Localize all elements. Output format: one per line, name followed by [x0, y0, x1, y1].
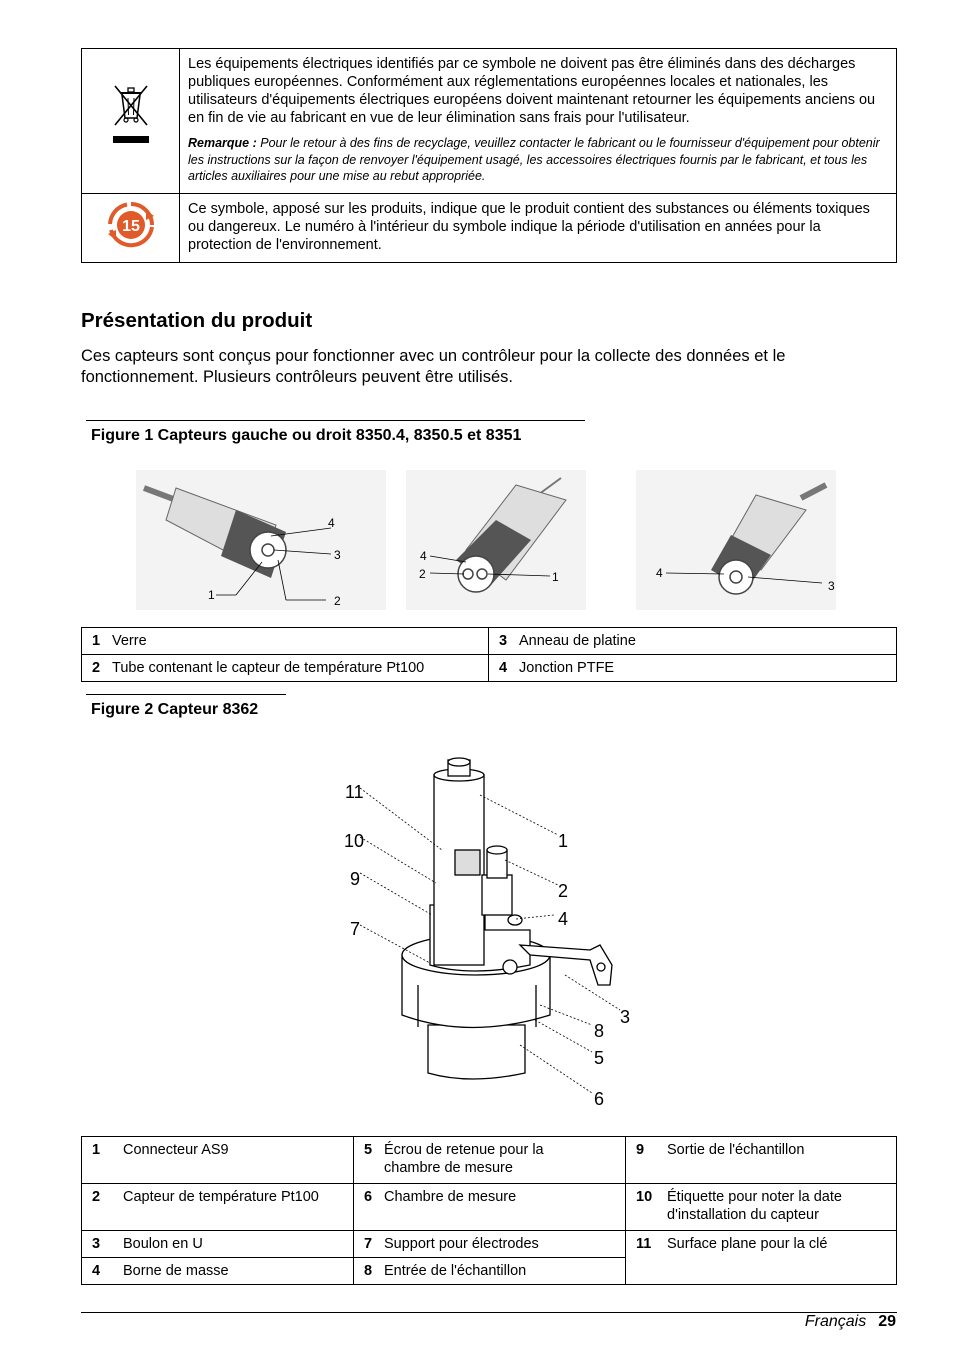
weee-notice-text: Les équipements électriques identifiés par ce symbole ne doivent pas être éliminés dans des décharges publiques européennes. Conformément aux réglementations européennes locales et nationales, les utilisateurs d'équipements électriques européens doivent maintenant retourner les équipements anciens ou en fin de vie au fabricant en vue de leur élimination sans frais pour l'utilisateur. — [188, 56, 876, 126]
figure1-rule — [86, 420, 585, 421]
legend-number: 1 — [92, 633, 101, 649]
legend-cell — [354, 1184, 626, 1231]
weee-crossed-bin-icon — [101, 78, 161, 158]
legend-cell — [354, 1137, 626, 1184]
legend-number: 1 — [92, 1142, 101, 1158]
fig2-callout-6: 6 — [594, 1089, 605, 1109]
legend-number: 6 — [364, 1189, 373, 1205]
legend-number: 5 — [364, 1142, 373, 1158]
legend-text: Chambre de mesure — [384, 1189, 517, 1205]
legend-text: Capteur de température Pt100 — [123, 1189, 319, 1205]
efup-15-icon — [106, 200, 156, 250]
fig1-s2-callout-2: 2 — [419, 567, 426, 581]
notice-icon-cell — [82, 49, 180, 194]
legend-text: Boulon en U — [123, 1236, 203, 1252]
fig2-callout-10: 10 — [344, 831, 365, 851]
legend-number: 3 — [499, 633, 508, 649]
legend-text: Écrou de retenue pour la chambre de mesure — [384, 1142, 544, 1176]
fig2-callout-5: 5 — [594, 1048, 605, 1068]
legend-number: 4 — [499, 660, 508, 676]
footer-rule — [81, 1312, 897, 1313]
legend-number: 2 — [92, 1189, 101, 1205]
legend-cell — [489, 628, 897, 655]
page-footer — [805, 1313, 896, 1331]
efup-number: 15 — [121, 218, 140, 235]
fig2-callout-11: 11 — [345, 782, 364, 802]
fig2-callout-8: 8 — [594, 1021, 605, 1041]
legend-cell — [82, 1184, 354, 1231]
legend-number: 4 — [92, 1263, 101, 1279]
notice-row-efup — [82, 193, 897, 262]
figure2-rule — [86, 694, 286, 695]
legend-cell — [626, 1184, 897, 1231]
sensor-middle-drawing — [406, 470, 586, 610]
fig1-s1-callout-3: 3 — [334, 548, 341, 562]
legend-cell — [354, 1231, 626, 1258]
sensor-left-drawing — [136, 470, 386, 610]
legend-cell — [489, 655, 897, 682]
legend-text: Jonction PTFE — [519, 660, 615, 676]
legend-number: 7 — [364, 1236, 373, 1252]
legend-cell — [354, 1258, 626, 1285]
legend-text: Borne de masse — [123, 1263, 229, 1279]
legend-text: Tube contenant le capteur de température Pt100 — [112, 660, 425, 676]
figure2-title: Figure 2 Capteur 8362 — [91, 701, 259, 718]
legend-number: 2 — [92, 660, 101, 676]
fig1-s3-callout-4: 4 — [656, 566, 663, 580]
figure1-sensors-illustration — [136, 470, 846, 610]
fig1-s3-callout-3: 3 — [828, 579, 835, 593]
legend-text: Sortie de l'échantillon — [667, 1142, 805, 1158]
legend-cell — [82, 1258, 354, 1285]
legend-number: 9 — [636, 1142, 645, 1158]
fig1-s1-callout-1: 1 — [208, 588, 215, 602]
legend-number: 8 — [364, 1263, 373, 1279]
fig2-callout-3: 3 — [620, 1007, 631, 1027]
legend-cell — [82, 655, 489, 682]
efup-notice-text: Ce symbole, apposé sur les produits, indique que le produit contient des substances ou éléments toxiques ou dangereux. Le numéro à l'intérieur du symbole indique la période d'utilisation en années pour la protection de l'environnement. — [188, 200, 870, 253]
legend-text: Verre — [112, 633, 147, 649]
fig2-callout-1: 1 — [558, 831, 569, 851]
figure2-legend-table — [81, 1136, 897, 1285]
weee-note — [188, 135, 888, 185]
fig1-s1-callout-4: 4 — [328, 516, 335, 530]
fig1-s2-callout-1: 1 — [552, 570, 559, 584]
page-number: 29 — [878, 1313, 896, 1330]
legend-cell — [626, 1137, 897, 1184]
figure1-legend-table — [81, 627, 897, 682]
sensor-right-drawing — [636, 470, 836, 610]
legend-cell — [82, 628, 489, 655]
legend-number: 3 — [92, 1236, 101, 1252]
legend-text: Support pour électrodes — [384, 1236, 539, 1252]
legend-cell — [82, 1137, 354, 1184]
legend-row — [82, 1137, 897, 1184]
fig1-s1-callout-2: 2 — [334, 594, 341, 608]
legend-text: Connecteur AS9 — [123, 1142, 229, 1158]
fig2-callout-4: 4 — [558, 909, 569, 929]
legend-cell — [626, 1231, 897, 1285]
legend-row — [82, 655, 897, 682]
legend-text: Étiquette pour noter la date d'installation du capteur — [667, 1189, 842, 1223]
fig2-callout-9: 9 — [350, 869, 361, 889]
fig2-callout-2: 2 — [558, 881, 569, 901]
fig2-callout-7: 7 — [350, 919, 361, 939]
notice-text-cell — [180, 49, 897, 194]
section-intro: Ces capteurs sont conçus pour fonctionner avec un contrôleur pour la collecte des données et le fonctionnement. Plusieurs contrôleurs peuvent être utilisés. — [81, 347, 786, 386]
legend-row — [82, 1231, 897, 1258]
note-text: Pour le retour à des fins de recyclage, veuillez contacter le fabricant ou le fournisseur d'équipement pour obtenir les instructions sur la façon de renvoyer l'équipement usagé, les accessoires électriques fournis par le fabricant, et tous les articles auxiliaires pour une mise au rebut appropriée. — [188, 136, 880, 183]
notice-row-weee — [82, 49, 897, 194]
legend-row — [82, 628, 897, 655]
notice-icon-cell — [82, 193, 180, 262]
notice-text-cell — [180, 193, 897, 262]
legend-text: Surface plane pour la clé — [667, 1236, 828, 1252]
legend-text: Entrée de l'échantillon — [384, 1263, 527, 1279]
footer-language: Français — [804, 1313, 867, 1330]
legend-cell — [82, 1231, 354, 1258]
figure1-title: Figure 1 Capteurs gauche ou droit 8350.4, 8350.5 et 8351 — [91, 427, 522, 444]
legend-row — [82, 1184, 897, 1231]
note-label: Remarque : — [188, 136, 257, 150]
section-title: Présentation du produit — [81, 309, 313, 332]
legend-text: Anneau de platine — [519, 633, 636, 649]
fig1-s2-callout-4: 4 — [420, 549, 427, 563]
notice-table — [81, 48, 897, 263]
legend-number: 10 — [636, 1189, 653, 1205]
legend-number: 11 — [636, 1236, 652, 1252]
figure2-sensor-8362-illustration — [330, 755, 640, 1110]
